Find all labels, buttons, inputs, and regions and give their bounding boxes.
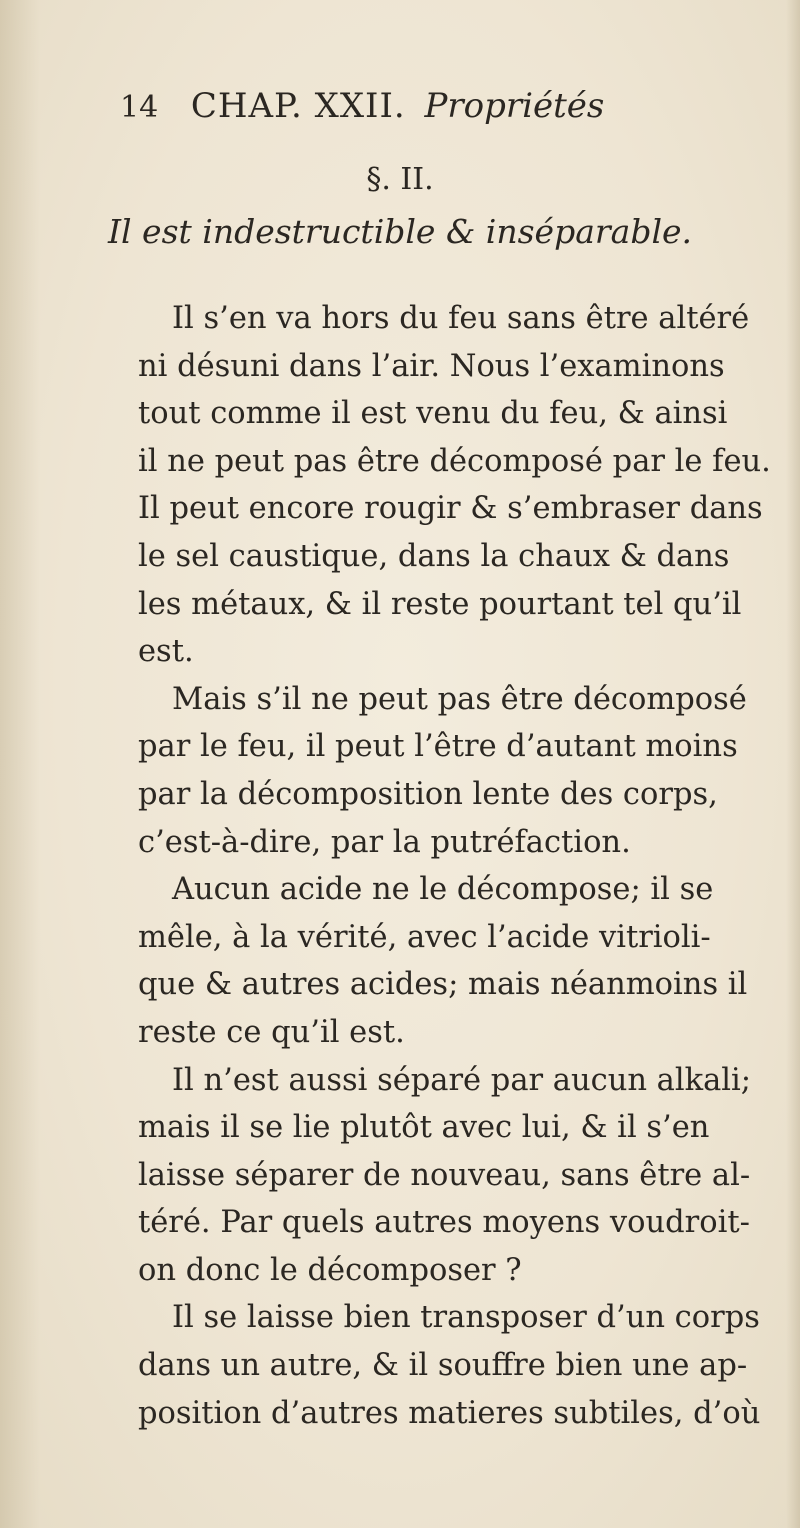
chapter-label: CHAP. XXII. [190,86,406,126]
text-line: tout comme il est venu du feu, & ainsi [138,396,728,432]
section-title: Il est indestructible & inséparable. [107,212,693,251]
text-line: position d’autres matieres subtiles, d’où [138,1395,761,1431]
text-line: dans un autre, & il souffre bien une ap- [138,1348,748,1384]
header-title: Propriétés [424,86,605,126]
text-line: ni désuni dans l’air. Nous l’examinons [138,348,725,384]
text-line: le sel caustique, dans la chaux & dans [138,538,730,574]
text-line: mais il se lie plutôt avec lui, & il s’en [138,1110,710,1146]
text-line: mêle, à la vérité, avec l’acide vitrioli- [138,919,711,955]
section-number: §. II. [366,162,434,197]
text-line: laisse séparer de nouveau, sans être al- [138,1157,751,1193]
page-number: 14 [120,90,159,125]
text-line: reste ce qu’il est. [138,1014,405,1050]
text-line: on donc le décomposer ? [138,1252,522,1288]
text-line: les métaux, & il reste pourtant tel qu’il [138,586,742,622]
text-line: par le feu, il peut l’être d’autant moins [138,729,738,765]
text-line: Il peut encore rougir & s’embraser dans [138,491,763,527]
text-line: téré. Par quels autres moyens voudroit- [138,1205,750,1241]
text-line: il ne peut pas être décomposé par le feu. [138,443,771,479]
text-line: Il n’est aussi séparé par aucun alkali; [172,1062,752,1098]
body-text [138,295,778,1437]
text-line: c’est-à-dire, par la putréfaction. [138,824,631,860]
text-line: Il s’en va hors du feu sans être altéré [172,301,750,336]
text-line: par la décomposition lente des corps, [138,776,718,812]
text-line: que & autres acides; mais néanmoins il [138,967,748,1003]
text-line: Mais s’il ne peut pas être décomposé [172,681,747,717]
text-line: est. [138,634,194,670]
text-line: Aucun acide ne le décompose; il se [172,872,714,908]
running-header [120,84,680,130]
text-line: Il se laisse bien transposer d’un corps [172,1300,760,1336]
